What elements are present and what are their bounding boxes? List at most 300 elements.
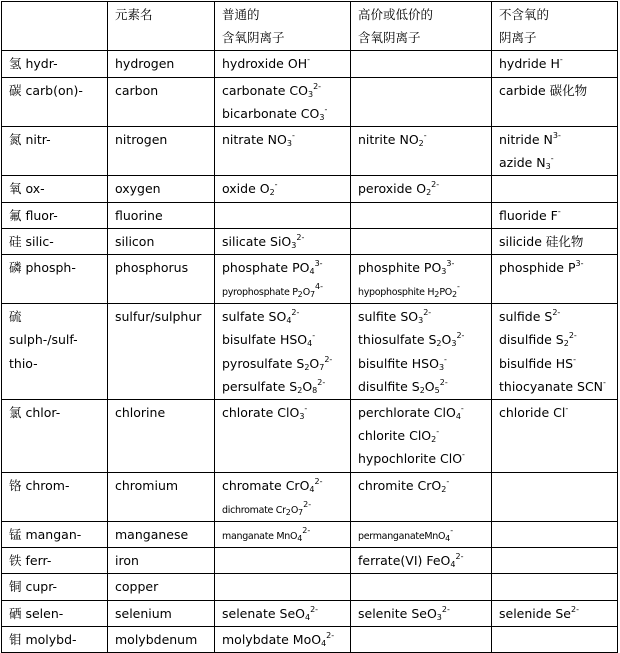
formula-text: chlorate ClO: [222, 405, 300, 420]
element-name-cell: [108, 626, 215, 652]
empty-line: [358, 204, 491, 227]
anion-entry: [222, 602, 350, 625]
charge-superscript: -: [312, 331, 316, 341]
hilo-anion-cell: [351, 574, 492, 600]
hilo-anion-cell: [351, 626, 492, 652]
header-cell-element: [108, 2, 215, 51]
table-row: [2, 77, 618, 126]
nonoxy-anion-cell: [492, 126, 618, 175]
empty-line: [499, 628, 617, 651]
empty-line: [222, 549, 350, 572]
formula-text: O: [309, 355, 320, 371]
formula-text: phosphate PO: [222, 259, 310, 275]
formula-text: peroxide O: [358, 181, 427, 197]
element-name-cell: [108, 254, 215, 303]
atom-count-subscript: 3: [545, 162, 551, 172]
prefix-text: 氧 ox-: [9, 181, 45, 197]
atom-count-subscript: 4: [321, 638, 327, 648]
atom-count-subscript: 2: [436, 339, 442, 349]
charge-superscript: 2-: [324, 354, 333, 364]
common-anion-cell: [215, 400, 351, 473]
atom-count-subscript: 3: [438, 362, 445, 372]
empty-line: [358, 628, 491, 651]
anion-entry: [358, 447, 491, 470]
table-body: [2, 2, 618, 653]
formula-text-small: pyrophosphate P: [222, 287, 298, 299]
nonoxy-anion-cell: [492, 304, 618, 400]
atom-count-subscript: 2: [451, 290, 458, 300]
anion-entry: [222, 279, 350, 302]
anion-entry: [222, 401, 350, 424]
common-anion-cell: [215, 77, 351, 126]
atom-count-subscript: 3: [418, 316, 424, 326]
header-text: 元素名: [115, 7, 153, 22]
prefix-text: 硫: [9, 309, 22, 325]
table-row: [2, 574, 618, 600]
atom-count-subscript: 7: [298, 507, 304, 517]
table-row: [2, 304, 618, 400]
charge-superscript: -: [324, 104, 328, 114]
element-name-cell: [108, 304, 215, 400]
common-anion-cell: [215, 51, 351, 77]
anion-entry: [499, 128, 617, 151]
charge-superscript: -: [457, 282, 460, 292]
nonoxy-anion-cell: [492, 521, 618, 547]
common-anion-cell: [215, 304, 351, 400]
element-name: nitrogen: [115, 131, 168, 147]
charge-superscript: 2-: [314, 476, 323, 486]
table-row: [2, 472, 618, 521]
anion-entry: [222, 79, 350, 102]
element-name-cell: [108, 51, 215, 77]
header-text: 高价或低价的: [358, 7, 434, 22]
prefix-cell: [2, 400, 108, 473]
charge-superscript: 2-: [441, 604, 450, 614]
prefix-cell: [2, 626, 108, 652]
prefix-cell: [2, 228, 108, 254]
anion-entry: [358, 424, 491, 447]
table-row: [2, 176, 618, 202]
atom-count-subscript: 2: [419, 385, 425, 395]
anion-entry: [499, 328, 617, 351]
atom-count-subscript: 3: [307, 89, 314, 99]
atom-count-subscript: 4: [304, 612, 311, 622]
formula-text: chromite CrO: [358, 477, 442, 493]
atom-count-subscript: 2: [563, 339, 569, 349]
prefix-text: 钼 molybd-: [9, 631, 77, 647]
element-name-cell: [108, 202, 215, 228]
anion-entry: [358, 305, 491, 328]
element-name-cell: [108, 472, 215, 521]
charge-superscript: -: [559, 55, 563, 65]
formula-text: selenide Se: [499, 605, 571, 621]
element-name: chlorine: [115, 405, 166, 420]
element-name: molybdenum: [115, 631, 198, 647]
atom-count-subscript: 3: [441, 266, 447, 276]
formula-text: thiocyanate SCN: [499, 378, 604, 394]
nonoxy-anion-cell: [492, 202, 618, 228]
formula-text: bisulfide HS: [499, 355, 574, 371]
charge-superscript: -: [460, 404, 464, 413]
hilo-anion-cell: [351, 472, 492, 521]
anion-entry: [499, 151, 617, 174]
formula-text: carbonate CO: [222, 82, 308, 98]
atom-count-subscript: 2: [285, 507, 291, 517]
anion-entry: [358, 375, 491, 398]
charge-superscript: 3-: [446, 258, 455, 268]
charge-superscript: -: [565, 404, 569, 413]
empty-line: [499, 523, 617, 546]
charge-superscript: -: [291, 130, 295, 140]
header-text: 阴离子: [499, 30, 537, 46]
element-name: oxygen: [115, 181, 161, 197]
table-row: [2, 228, 618, 254]
nonoxy-anion-cell: [492, 51, 618, 77]
hilo-anion-cell: [351, 77, 492, 126]
hilo-anion-cell: [351, 600, 492, 626]
prefix-text: 磷 phosph-: [9, 259, 76, 275]
anion-entry: [499, 602, 617, 625]
formula-text: sulfide S: [499, 309, 553, 325]
hilo-anion-cell: [351, 202, 492, 228]
charge-superscript: 2-: [568, 331, 577, 341]
prefix-cell: [2, 304, 108, 400]
empty-line: [222, 575, 350, 598]
atom-count-subscript: 5: [434, 385, 440, 395]
prefix-cell: [2, 126, 108, 175]
anion-entry: [222, 523, 350, 546]
element-name: hydrogen: [115, 56, 175, 72]
formula-text: fluoride F: [499, 207, 558, 223]
charge-superscript: 2-: [310, 604, 319, 614]
charge-superscript: -: [444, 354, 447, 364]
formula-text: hypochlorite ClO: [358, 451, 463, 467]
empty-line: [499, 474, 617, 497]
anion-entry: [358, 256, 491, 279]
formula-text: azide N: [499, 155, 546, 171]
prefix-cell: [2, 548, 108, 574]
common-anion-cell: [215, 202, 351, 228]
charge-superscript: 2-: [423, 308, 432, 318]
prefix-cell: [2, 77, 108, 126]
empty-line: [9, 26, 107, 49]
nonoxy-anion-cell: [492, 254, 618, 303]
common-anion-cell: [215, 626, 351, 652]
charge-superscript: -: [550, 154, 554, 164]
table-row: [2, 126, 618, 175]
element-name-cell: [108, 521, 215, 547]
charge-superscript: 2-: [302, 525, 311, 535]
atom-count-subscript: 2: [269, 188, 275, 198]
formula-text: O: [441, 332, 452, 348]
charge-superscript: 3-: [575, 258, 584, 268]
nonoxy-anion-cell: [492, 228, 618, 254]
atom-count-subscript: 2: [297, 290, 303, 300]
charge-superscript: 4-: [315, 282, 324, 292]
charge-superscript: 3-: [314, 258, 323, 268]
charge-superscript: -: [557, 206, 561, 216]
formula-text: sulfite SO: [358, 309, 419, 325]
anion-entry: [222, 128, 350, 151]
anion-entry: [358, 177, 491, 200]
empty-line: [499, 177, 617, 200]
header-text: 普通的: [222, 7, 260, 22]
formula-text: hydroxide OH: [222, 56, 308, 72]
formula-text: persulfate S: [222, 378, 298, 394]
prefix-cell: [2, 202, 108, 228]
atom-count-subscript: 2: [434, 290, 440, 300]
table-row: [2, 626, 618, 652]
nonoxy-anion-cell: [492, 600, 618, 626]
formula-text: carbide 碳化物: [499, 82, 588, 98]
formula-text: sulfate SO: [222, 309, 287, 325]
atom-count-subscript: 7: [309, 290, 316, 300]
element-name-cell: [108, 176, 215, 202]
header-cell-nonoxy: [492, 2, 618, 51]
charge-superscript: -: [274, 180, 278, 190]
nonoxy-anion-cell: [492, 176, 618, 202]
formula-text: disulfide S: [499, 332, 564, 348]
element-name-cell: [108, 548, 215, 574]
empty-line: [115, 26, 214, 49]
header-text: 含氧阴离子: [222, 30, 285, 46]
formula-text-small: dichromate Cr: [222, 504, 286, 516]
element-name: phosphorus: [115, 259, 189, 275]
formula-text: phosphide P: [499, 259, 576, 275]
table-row: [2, 600, 618, 626]
common-anion-cell: [215, 574, 351, 600]
prefix-text: 硒 selen-: [9, 605, 64, 621]
hilo-anion-cell: [351, 51, 492, 77]
header-row: [2, 2, 618, 51]
prefix-text: 铬 chrom-: [9, 477, 70, 493]
anion-entry: [222, 497, 350, 520]
anion-entry: [358, 279, 491, 302]
formula-text: nitrate NO: [222, 131, 287, 147]
formula-text: bisulfate HSO: [222, 332, 308, 348]
anion-entry: [222, 102, 350, 125]
table-row: [2, 202, 618, 228]
formula-text: O: [424, 378, 435, 394]
prefix-cell: [2, 600, 108, 626]
element-name: manganese: [115, 526, 189, 542]
empty-line: [358, 79, 491, 102]
atom-count-subscript: 2: [297, 385, 303, 395]
prefix-cell: [2, 574, 108, 600]
hilo-anion-cell: [351, 400, 492, 473]
atom-count-subscript: 2: [426, 188, 432, 198]
anion-entry: [499, 401, 617, 424]
atom-count-subscript: 8: [312, 385, 318, 395]
element-name-cell: [108, 77, 215, 126]
nonoxy-anion-cell: [492, 472, 618, 521]
charge-superscript: -: [423, 130, 427, 140]
formula-text: molybdate MoO: [222, 631, 322, 647]
common-anion-cell: [215, 254, 351, 303]
charge-superscript: 2-: [439, 377, 448, 387]
prefix-text: 氟 fluor-: [9, 207, 58, 223]
prefix-text: 铜 cupr-: [9, 579, 58, 595]
atom-count-subscript: 3: [286, 138, 292, 148]
element-name: iron: [115, 553, 139, 569]
element-name-cell: [108, 126, 215, 175]
atom-count-subscript: 4: [309, 484, 315, 494]
prefix-text: 硅 silic-: [9, 233, 54, 249]
anion-entry: [358, 523, 491, 546]
anion-entry: [358, 602, 491, 625]
formula-text: pyrosulfate S: [222, 355, 305, 371]
empty-line: [499, 549, 617, 572]
prefix-text: 铁 ferr-: [9, 553, 52, 569]
element-name-cell: [108, 574, 215, 600]
charge-superscript: -: [304, 404, 308, 413]
prefix-text: 锰 mangan-: [9, 526, 82, 542]
atom-count-subscript: 4: [309, 266, 315, 276]
anion-entry: [222, 352, 350, 375]
nonoxy-anion-cell: [492, 626, 618, 652]
formula-text: silicide 硅化物: [499, 233, 584, 249]
formula-text: nitride N: [499, 131, 553, 147]
hilo-anion-cell: [351, 548, 492, 574]
atom-count-subscript: 2: [418, 138, 424, 148]
hilo-anion-cell: [351, 126, 492, 175]
empty-line: [222, 204, 350, 227]
anion-entry: [222, 305, 350, 328]
element-name: sulfur/sulphur: [115, 309, 202, 325]
charge-superscript: 3-: [552, 130, 561, 140]
prefix-cell: [2, 472, 108, 521]
formula-text: bisulfite HSO: [358, 355, 439, 371]
element-name: chromium: [115, 477, 179, 493]
element-name-cell: [108, 600, 215, 626]
charge-superscript: -: [573, 354, 577, 364]
common-anion-cell: [215, 176, 351, 202]
atom-count-subscript: 2: [431, 435, 437, 445]
charge-superscript: 2-: [296, 232, 305, 242]
formula-text: selenite SeO: [358, 605, 437, 621]
empty-line: [358, 52, 491, 75]
hilo-anion-cell: [351, 521, 492, 547]
element-name-cell: [108, 228, 215, 254]
common-anion-cell: [215, 228, 351, 254]
atom-count-subscript: 3: [319, 112, 325, 122]
element-name: copper: [115, 579, 159, 595]
table-row: [2, 254, 618, 303]
anion-entry: [358, 549, 491, 572]
formula-text-small: manganate MnO: [222, 530, 298, 542]
atom-count-subscript: 3: [436, 612, 442, 622]
formula-text: silicate SiO: [222, 233, 292, 249]
header-cell-hilo: [351, 2, 492, 51]
table-row: [2, 521, 618, 547]
nonoxy-anion-cell: [492, 548, 618, 574]
anion-entry: [358, 128, 491, 151]
empty-line: [9, 3, 107, 26]
formula-text: chloride Cl: [499, 405, 566, 420]
formula-text: selenate SeO: [222, 605, 305, 621]
header-text: 不含氧的: [499, 7, 550, 22]
anion-entry: [499, 375, 617, 398]
charge-superscript: -: [603, 377, 606, 387]
charge-superscript: 2-: [455, 552, 464, 562]
anion-entry: [358, 352, 491, 375]
charge-superscript: 2-: [303, 499, 312, 509]
anion-entry: [222, 375, 350, 398]
charge-superscript: 2-: [317, 377, 326, 387]
prefix-text: 氢 hydr-: [9, 56, 58, 72]
element-name: fluorine: [115, 207, 163, 223]
anion-entry: [222, 230, 350, 253]
anion-entry: [499, 352, 617, 375]
empty-line: [358, 575, 491, 598]
header-cell-common: [215, 2, 351, 51]
charge-superscript: -: [450, 525, 454, 535]
element-name: silicon: [115, 233, 155, 249]
formula-text-small: hypophosphite H: [358, 287, 435, 299]
anion-entry: [222, 52, 350, 75]
table-row: [2, 400, 618, 473]
empty-line: [358, 230, 491, 253]
empty-line: [499, 575, 617, 598]
prefix-text: 碳 carb(on)-: [9, 82, 83, 98]
charge-superscript: 2-: [552, 308, 561, 318]
atom-count-subscript: 4: [297, 533, 303, 543]
prefix-text: sulph-/sulf-: [9, 332, 78, 348]
charge-superscript: 2-: [571, 604, 579, 614]
formula-text-small: O: [290, 504, 299, 516]
formula-text: disulfite S: [358, 378, 420, 394]
anion-entry: [499, 79, 617, 102]
atom-count-subscript: 3: [451, 339, 457, 349]
atom-count-subscript: 3: [299, 412, 305, 421]
anion-entry: [499, 52, 617, 75]
formula-text: bicarbonate CO: [222, 105, 320, 121]
atom-count-subscript: 3: [291, 240, 297, 250]
anion-entry: [222, 177, 350, 200]
charge-superscript: 2-: [313, 81, 322, 91]
formula-text: chlorite ClO: [358, 428, 432, 444]
anion-nomenclature-table: [1, 1, 618, 653]
common-anion-cell: [215, 600, 351, 626]
header-cell-prefix: [2, 2, 108, 51]
element-name-cell: [108, 400, 215, 473]
prefix-text: 氯 chlor-: [9, 405, 61, 420]
atom-count-subscript: 4: [307, 339, 313, 349]
hilo-anion-cell: [351, 176, 492, 202]
prefix-cell: [2, 51, 108, 77]
formula-text: chromate CrO: [222, 477, 310, 493]
anion-entry: [499, 256, 617, 279]
charge-superscript: -: [436, 427, 440, 437]
anion-entry: [222, 328, 350, 351]
atom-count-subscript: 4: [286, 316, 292, 326]
atom-count-subscript: 4: [450, 560, 456, 570]
hilo-anion-cell: [351, 254, 492, 303]
anion-entry: [222, 256, 350, 279]
formula-text: ferrate(VI) FeO: [358, 553, 451, 569]
charge-superscript: 2-: [431, 180, 440, 190]
charge-superscript: 2-: [326, 630, 335, 640]
anion-entry: [222, 628, 350, 651]
nonoxy-anion-cell: [492, 77, 618, 126]
anion-entry: [222, 474, 350, 497]
prefix-text: 氮 nitr-: [9, 131, 51, 147]
formula-text: thiosulfate S: [358, 332, 437, 348]
common-anion-cell: [215, 548, 351, 574]
nonoxy-anion-cell: [492, 400, 618, 473]
element-name: carbon: [115, 82, 159, 98]
prefix-text: thio-: [9, 355, 38, 371]
